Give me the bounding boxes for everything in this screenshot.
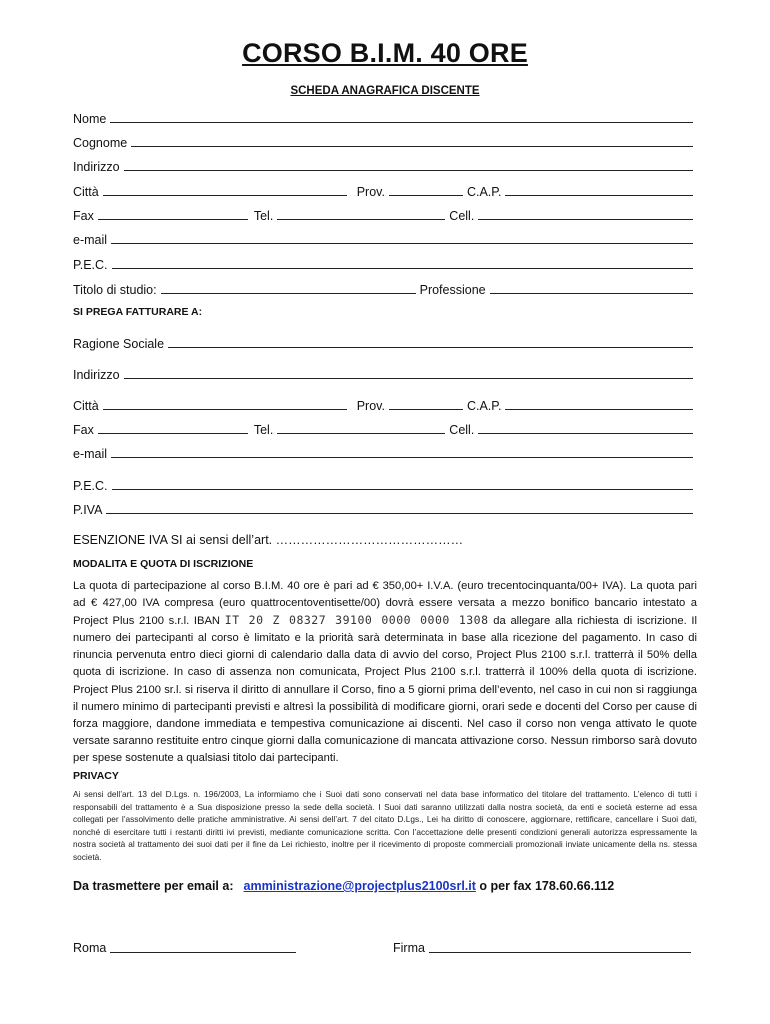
prov-label: Prov.: [356, 185, 385, 199]
nome-row: [73, 110, 693, 126]
cell-label: Cell.: [449, 209, 475, 223]
indirizzo-field[interactable]: [124, 170, 693, 171]
transmit-line: [73, 879, 614, 893]
firma-signature-row: [393, 941, 691, 955]
email-link[interactable]: amministrazione@projectplus2100srl.it: [243, 879, 476, 893]
billing-tel-field[interactable]: [277, 433, 445, 434]
pec-row: [73, 256, 693, 272]
billing-cap-field[interactable]: [505, 409, 693, 410]
fax-label: Fax: [73, 209, 94, 223]
cognome-row: [73, 134, 693, 150]
billing-tel-label: Tel.: [253, 423, 274, 437]
billing-fax-field[interactable]: [98, 433, 248, 434]
nome-label: Nome: [73, 112, 107, 126]
privacy-paragraph: Ai sensi dell’art. 13 del D.Lgs. n. 196/2003, La informiamo che i Suoi dati sono conservati nel data base informatico del titolare del trattamento. L’elenco di tutti i responsabili del trattamento è a Sua disposizione presso la sede della società. I Suoi dati saranno utilizzati dalla nostra società, da enti e società esterne ad essa collegati per l’assolvimento delle pratiche amministrative. Ai sensi dell’art. 7 del citato D.Lgs., Lei ha diritto di conoscere, aggiornare, rettificare, cancellare i Suoi dati, nonché di esercitare tutti i restanti diritti ivi previsti, mediante comunicazione scritta. Con l’accettazione delle presenti condizioni generali autorizza espressamente la nostra società al trattamento dei suoi dati per il fine da Lei richiesto, inoltre per il ricevimento di proposte commerciali promozionali inviate unicamente della ns. stessa società.: [73, 789, 697, 862]
titolo-field[interactable]: [161, 293, 416, 294]
billing-cell-label: Cell.: [449, 423, 475, 437]
nome-field[interactable]: [110, 122, 693, 123]
cell-field[interactable]: [478, 219, 693, 220]
cognome-label: Cognome: [73, 136, 128, 150]
email-label: e-mail: [73, 233, 108, 247]
billing-pec-field[interactable]: [112, 489, 693, 490]
billing-heading: SI PREGA FATTURARE A:: [73, 306, 203, 318]
billing-email-label: e-mail: [73, 447, 108, 461]
billing-cap-label: C.A.P.: [466, 399, 502, 413]
billing-cell-field[interactable]: [478, 433, 693, 434]
fax-number: o per fax 178.60.66.112: [479, 879, 615, 893]
privacy-heading: PRIVACY: [73, 770, 119, 782]
piva-label: P.IVA: [73, 503, 103, 517]
professione-label: Professione: [419, 283, 486, 297]
titolo-label: Titolo di studio:: [73, 283, 157, 297]
billing-indirizzo-field[interactable]: [124, 378, 693, 379]
modalita-text-2: da allegare alla richiesta di iscrizione. Il numero dei partecipanti al corso è limitato e la priorità sarà determinata in base alla ricezione del pagamento. In caso di rinuncia pervenuta entro dieci giorni di calendario dalla data di avvio del corso, Project Plus 2100 s.r.l. tratterrà il 50% della quota di iscrizione. In caso di assenza non comunicata, Project Plus 2100 s.r.l. tratterrà il 100% della quota di iscrizione. Project Plus 2100 sr.l. si riserva il diritto di annullare il Corso, fino a 5 giorni prima dell’evento, nel caso in cui non si raggiunga il numero minimo di partecipanti previsti e altresì la possibilità di modificare giorni, orari sede e docenti del Corso per cause di forza maggiore, dandone immediata e tempestiva comunicazione ai discenti. Nel caso il corso non venga attivato le quote versate saranno restituite entro cinque giorni dalla comunicazione di mancata attivazione corso. Nessun rimborso sarà dovuto per spese sostenute a qualsiasi titolo dai partecipanti.: [73, 615, 698, 764]
firma-label: Firma: [393, 941, 425, 955]
page-title: CORSO B.I.M. 40 ORE: [242, 38, 528, 68]
ragione-label: Ragione Sociale: [73, 337, 165, 351]
billing-indirizzo-row: [73, 366, 693, 382]
tel-field[interactable]: [277, 219, 445, 220]
cognome-field[interactable]: [131, 146, 693, 147]
modalita-heading: MODALITA E QUOTA DI ISCRIZIONE: [73, 558, 254, 570]
page-subtitle: SCHEDA ANAGRAFICA DISCENTE: [290, 85, 480, 97]
billing-pec-row: [73, 477, 693, 493]
indirizzo-row: [73, 158, 693, 174]
transmit-label: Da trasmettere per email a:: [73, 879, 234, 893]
email-field[interactable]: [111, 243, 693, 244]
pec-label: P.E.C.: [73, 258, 108, 272]
iban-code: IT 20 Z 08327 39100 0000 0000 1308: [224, 613, 489, 628]
fax-row: [73, 207, 693, 223]
billing-citta-label: Città: [73, 399, 99, 413]
billing-pec-label: P.E.C.: [73, 479, 108, 493]
billing-indirizzo-label: Indirizzo: [73, 368, 120, 382]
piva-row: [73, 501, 693, 517]
billing-email-row: [73, 445, 693, 461]
billing-email-field[interactable]: [111, 457, 693, 458]
tel-label: Tel.: [253, 209, 274, 223]
billing-citta-row: [73, 397, 693, 413]
indirizzo-label: Indirizzo: [73, 160, 120, 174]
billing-fax-label: Fax: [73, 423, 94, 437]
cap-label: C.A.P.: [466, 185, 502, 199]
billing-prov-label: Prov.: [356, 399, 385, 413]
cap-field[interactable]: [505, 195, 693, 196]
fax-field[interactable]: [98, 219, 248, 220]
billing-fax-row: [73, 421, 693, 437]
roma-date-field[interactable]: [110, 952, 296, 953]
modalita-paragraph: [73, 578, 697, 767]
citta-field[interactable]: [103, 195, 347, 196]
roma-signature-row: [73, 941, 296, 955]
pec-field[interactable]: [112, 268, 693, 269]
billing-citta-field[interactable]: [103, 409, 347, 410]
professione-field[interactable]: [490, 293, 693, 294]
ragione-field[interactable]: [168, 347, 693, 348]
titolo-row: [73, 281, 693, 297]
citta-row: [73, 183, 693, 199]
piva-field[interactable]: [106, 513, 693, 514]
billing-prov-field[interactable]: [389, 409, 463, 410]
roma-label: Roma: [73, 941, 107, 955]
citta-label: Città: [73, 185, 99, 199]
ragione-row: [73, 335, 693, 351]
email-row: [73, 231, 693, 247]
firma-field[interactable]: [429, 952, 691, 953]
esenzione-iva: ESENZIONE IVA SI ai sensi dell’art. ………………………………………: [73, 533, 464, 547]
modalita-text-1: La quota di partecipazione al corso B.I.M. 40 ore è pari ad € 350,00+ I.V.A. (euro trecentocinquanta/00+ IVA). La quota pari ad € 427,00 IVA compresa (euro quattrocentoventisette/00) dovrà essere versata a mezzo bonifico bancario intestato a Project Plus 2100 s.r.l. IBAN: [73, 580, 697, 628]
prov-field[interactable]: [389, 195, 463, 196]
